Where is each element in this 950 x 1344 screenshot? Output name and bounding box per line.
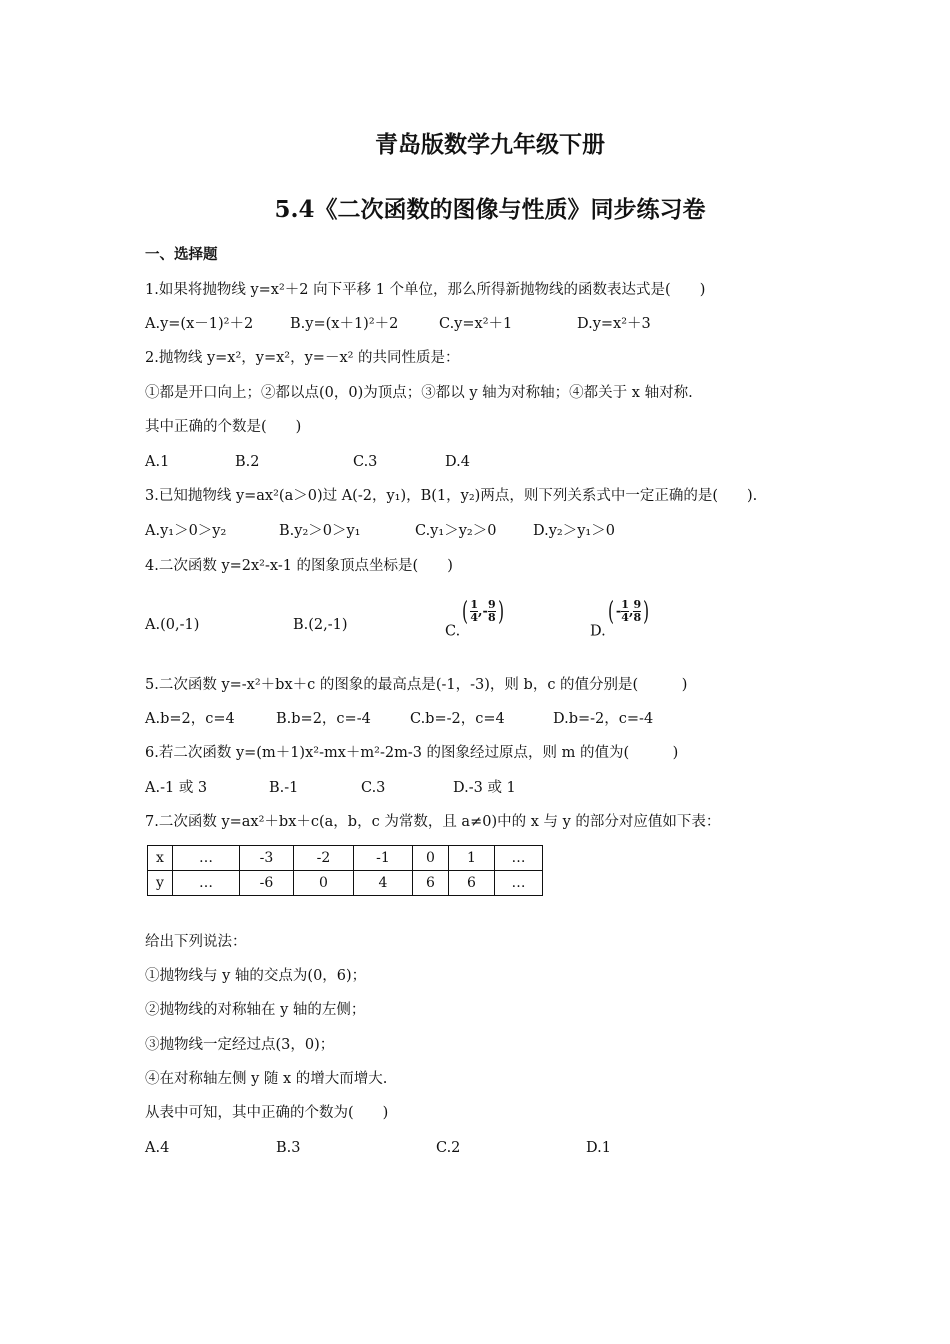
question-7-prompt: 从表中可知，其中正确的个数为( ) (145, 1105, 389, 1121)
fraction-coordinate: ( - 1 4 , 9 8 ) (607, 596, 650, 627)
section-heading: 一、选择题 (145, 246, 218, 263)
table-cell: x (148, 846, 173, 871)
table-cell: 1 (449, 846, 495, 871)
question-5-stem: 5.二次函数 y=-x²＋bx＋c 的图象的最高点是(-1，-3)，则 b，c 的值分别是( ) (145, 677, 688, 693)
document-title: 青岛版数学九年级下册 (375, 131, 605, 158)
table-cell: … (173, 871, 240, 896)
option-a: A.4 (145, 1140, 170, 1156)
option-d (590, 596, 651, 642)
option-a: A.-1 或 3 (145, 780, 208, 796)
option-a: A.1 (145, 454, 170, 470)
table-cell: -6 (240, 871, 294, 896)
option-d: D.-3 或 1 (453, 780, 516, 796)
option-c (445, 596, 506, 642)
option-a: A.y=(x－1)²＋2 (145, 316, 254, 332)
option-b: B.b=2，c=-4 (276, 711, 371, 727)
question-3-stem: 3.已知抛物线 y=ax²(a＞0)过 A(-2，y₁)，B(1，y₂)两点，则下列关系式中一定正确的是( ). (145, 488, 758, 504)
option-d: D.b=-2，c=-4 (553, 711, 654, 727)
table-cell: 6 (449, 871, 495, 896)
option-b: B.-1 (269, 780, 299, 796)
question-2-statements: ①都是开口向上；②都以点(0，0)为顶点；③都以 y 轴为对称轴；④都关于 x 轴对称. (145, 385, 693, 401)
table-cell: 0 (413, 846, 449, 871)
table-cell: -1 (354, 846, 413, 871)
table-cell: 0 (294, 871, 354, 896)
table-cell: 6 (413, 871, 449, 896)
question-6-stem: 6.若二次函数 y=(m＋1)x²-mx＋m²-2m-3 的图象经过原点，则 m 的值为( ) (145, 745, 679, 761)
option-c: C.3 (361, 780, 386, 796)
option-b: B.2 (235, 454, 260, 470)
option-c: C.2 (436, 1140, 461, 1156)
option-c: C.y=x²＋1 (439, 316, 513, 332)
option-b: B.y=(x＋1)²＋2 (290, 316, 399, 332)
table-cell: -3 (240, 846, 294, 871)
option-a: A.b=2，c=4 (145, 711, 235, 727)
question-2-prompt: 其中正确的个数是( ) (145, 419, 302, 435)
option-d-label: D. (590, 623, 606, 640)
option-d: D.y₂＞y₁＞0 (533, 523, 615, 539)
table-cell: … (495, 871, 543, 896)
table-row-y (148, 871, 543, 896)
question-4-stem: 4.二次函数 y=2x²-x-1 的图象顶点坐标是( ) (145, 558, 453, 574)
question-1-stem: 1.如果将抛物线 y=x²＋2 向下平移 1 个单位，那么所得新抛物线的函数表达式是( ) (145, 282, 706, 298)
option-a: A.(0,-1) (145, 617, 200, 633)
option-c: C.b=-2，c=4 (410, 711, 505, 727)
table-cell: … (495, 846, 543, 871)
option-b: B.y₂＞0＞y₁ (279, 523, 361, 539)
option-b: B.(2,-1) (293, 617, 348, 633)
statement-4: ④在对称轴左侧 y 随 x 的增大而增大. (145, 1071, 388, 1087)
option-c: C.3 (353, 454, 378, 470)
document-subtitle: 5.4《二次函数的图像与性质》同步练习卷 (274, 196, 706, 223)
fraction-coordinate: ( 1 4 , - 9 8 ) (462, 596, 504, 627)
table-cell: 4 (354, 871, 413, 896)
statement-1: ①抛物线与 y 轴的交点为(0，6)； (145, 968, 367, 984)
table-cell: y (148, 871, 173, 896)
table-row-x (148, 846, 543, 871)
statement-2: ②抛物线的对称轴在 y 轴的左侧； (145, 1002, 366, 1018)
question-7-intro: 给出下列说法： (145, 934, 247, 950)
option-c: C.y₁＞y₂＞0 (415, 523, 497, 539)
value-table (147, 845, 543, 896)
option-d: D.4 (445, 454, 470, 470)
option-b: B.3 (276, 1140, 301, 1156)
option-a: A.y₁＞0＞y₂ (145, 523, 227, 539)
statement-3: ③抛物线一定经过点(3，0)； (145, 1037, 335, 1053)
table-cell: … (173, 846, 240, 871)
question-2-stem: 2.抛物线 y=x²，y=x²，y=－x² 的共同性质是： (145, 350, 460, 366)
option-c-label: C. (445, 623, 461, 640)
table-cell: -2 (294, 846, 354, 871)
option-d: D.1 (586, 1140, 611, 1156)
option-d: D.y=x²＋3 (577, 316, 651, 332)
question-7-stem: 7.二次函数 y=ax²＋bx＋c(a，b，c 为常数，且 a≠0)中的 x 与 y 的部分对应值如下表： (145, 814, 721, 830)
